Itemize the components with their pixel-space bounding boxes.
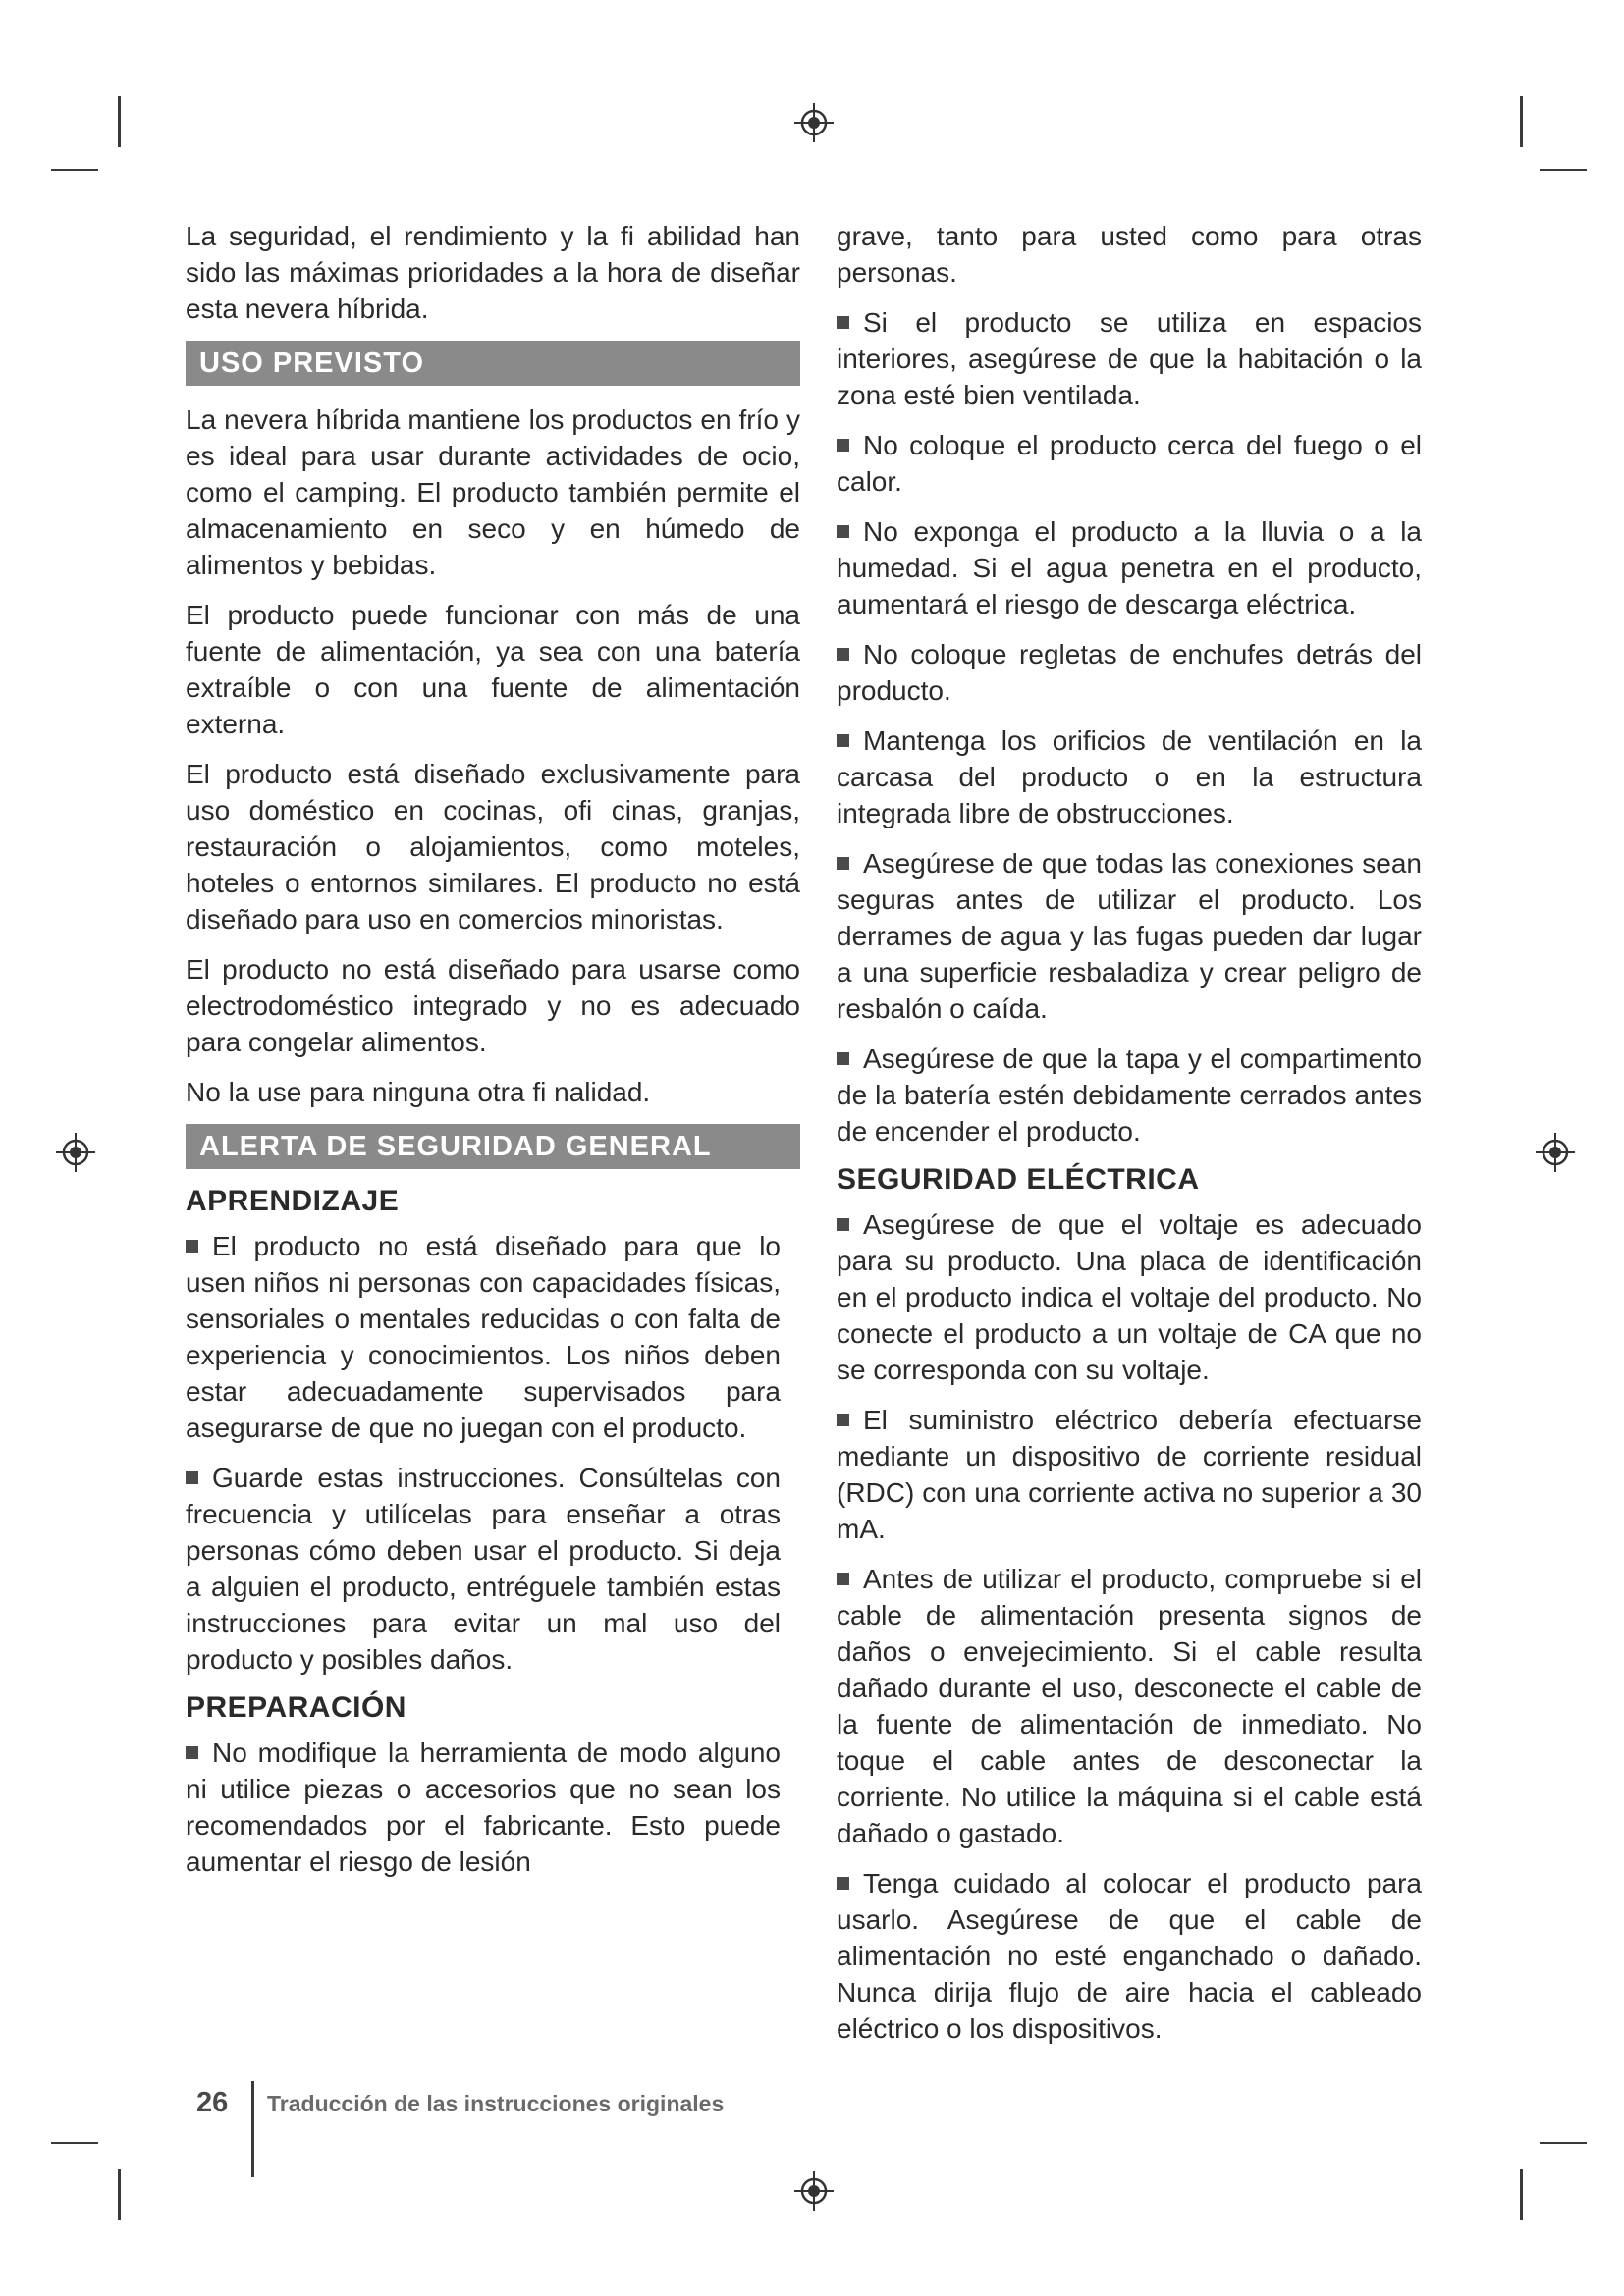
section-band-alerta: ALERTA DE SEGURIDAD GENERAL xyxy=(186,1124,800,1169)
uso-paragraph: La nevera híbrida mantiene los productos en frío y es ideal para usar durante actividades de ocio, como el camping. El producto también permite el almacenamiento en seco y en húmedo de alimentos y bebidas. xyxy=(186,404,800,580)
uso-paragraph: No la use para ninguna otra fi nalidad. xyxy=(186,1077,651,1107)
crop-mark-top-left-h xyxy=(51,169,98,171)
list-item: Mantenga los orificios de ventilación en la carcasa del producto o en la estructura integrada libre de obstrucciones. xyxy=(837,725,1422,828)
crop-mark-top-right-v xyxy=(1520,96,1523,147)
bullet-square-icon xyxy=(837,1218,849,1231)
list-item: Si el producto se utiliza en espacios interiores, asegúrese de que la habitación o la zona esté bien ventilada. xyxy=(837,307,1422,410)
preparacion-list-continued xyxy=(837,218,1422,1149)
list-item: El suministro eléctrico debería efectuarse mediante un dispositivo de corriente residual (RDC) con una corriente activa no superior a 30 mA. xyxy=(837,1405,1422,1544)
bullet-square-icon xyxy=(837,1414,849,1426)
bullet-square-icon xyxy=(837,857,849,870)
bullet-square-icon xyxy=(186,1746,198,1759)
crop-mark-bottom-right-h xyxy=(1540,2142,1587,2144)
left-column xyxy=(186,218,800,1894)
registration-mark-icon xyxy=(794,103,834,142)
crop-mark-bottom-right-v xyxy=(1520,2169,1523,2220)
preparacion-list xyxy=(186,1735,781,1880)
bullet-square-icon xyxy=(186,1471,198,1484)
list-item: No modifique la herramienta de modo alguno ni utilice piezas o accesorios que no sean los recomendados por el fabricante. Esto puede aumentar el riesgo de lesión xyxy=(186,1737,781,1877)
list-item: No exponga el producto a la lluvia o a la humedad. Si el agua penetra en el producto, aumentará el riesgo de descarga eléctrica. xyxy=(837,516,1422,619)
bullet-square-icon xyxy=(837,1052,849,1065)
heading-preparacion: PREPARACIÓN xyxy=(186,1691,406,1724)
bullet-square-icon xyxy=(837,1877,849,1890)
list-item: Asegúrese de que el voltaje es adecuado para su producto. Una placa de identificación en el producto indica el voltaje del producto. No conecte el producto a un voltaje de CA que no se corresponda con su voltaje. xyxy=(837,1209,1422,1385)
list-item: No coloque el producto cerca del fuego o el calor. xyxy=(837,430,1422,497)
list-item: El producto no está diseñado para que lo usen niños ni personas con capacidades físicas, sensoriales o mentales reducidas o con falta de experiencia y conocimientos. Los niños deben estar adecuadamente supervisados para asegurarse de que no juegan con el producto. xyxy=(186,1231,781,1443)
bullet-square-icon xyxy=(837,648,849,661)
bullet-square-icon xyxy=(186,1240,198,1253)
footer-divider xyxy=(251,2081,254,2177)
uso-paragraph: El producto puede funcionar con más de una fuente de alimentación, ya sea con una batería extraíble o con una fuente de alimentación externa. xyxy=(186,600,800,739)
crop-mark-top-right-h xyxy=(1540,169,1587,171)
section-band-uso-previsto: USO PREVISTO xyxy=(186,341,800,386)
crop-mark-bottom-left-v xyxy=(118,2169,121,2220)
bullet-square-icon xyxy=(837,734,849,747)
bullet-square-icon xyxy=(837,316,849,329)
page-number: 26 xyxy=(196,2087,229,2118)
registration-mark-icon xyxy=(56,1133,95,1172)
heading-seguridad-electrica: SEGURIDAD ELÉCTRICA xyxy=(837,1163,1200,1196)
bullet-square-icon xyxy=(837,439,849,452)
bullet-square-icon xyxy=(837,525,849,538)
aprendizaje-list xyxy=(186,1228,781,1678)
intro-paragraph: La seguridad, el rendimiento y la fi abilidad han sido las máximas prioridades a la hora de diseñar esta nevera híbrida. xyxy=(186,221,800,324)
bullet-square-icon xyxy=(837,1573,849,1585)
list-item: Asegúrese de que todas las conexiones sean seguras antes de utilizar el producto. Los derrames de agua y las fugas pueden dar lugar a una superficie resbaladiza y crear peligro de resbalón o caída. xyxy=(837,848,1422,1024)
list-item: Guarde estas instrucciones. Consúltelas con frecuencia y utilícelas para enseñar a otras personas cómo deben usar el producto. Si deja a alguien el producto, entréguele también estas instrucciones para evitar un mal uso del producto y posibles daños. xyxy=(186,1463,781,1675)
heading-aprendizaje: APRENDIZAJE xyxy=(186,1185,400,1217)
list-item: Antes de utilizar el producto, compruebe si el cable de alimentación presenta signos de daños o envejecimiento. Si el cable resulta dañado durante el uso, desconecte el cable de la fuente de alimentación de inmediato. No toque el cable antes de desconectar la corriente. No utilice la máquina si el cable está dañado o gastado. xyxy=(837,1564,1422,1848)
registration-mark-icon xyxy=(1536,1133,1575,1172)
list-item: No coloque regletas de enchufes detrás del producto. xyxy=(837,639,1422,706)
list-item-continuation: grave, tanto para usted como para otras personas. xyxy=(837,221,1422,288)
crop-mark-top-left-v xyxy=(118,96,121,147)
list-item: Asegúrese de que la tapa y el compartimento de la batería estén debidamente cerrados antes de encender el producto. xyxy=(837,1043,1422,1147)
uso-paragraph: El producto está diseñado exclusivamente para uso doméstico en cocinas, ofi cinas, granjas, restauración o alojamientos, como moteles, hoteles o entornos similares. El producto no está diseñado para uso en comercios minoristas. xyxy=(186,759,800,934)
uso-paragraph: El producto no está diseñado para usarse como electrodoméstico integrado y no es adecuado para congelar alimentos. xyxy=(186,954,800,1057)
registration-mark-icon xyxy=(794,2171,834,2211)
right-column xyxy=(837,218,1451,2060)
list-item: Tenga cuidado al colocar el producto para usarlo. Asegúrese de que el cable de alimentación no esté enganchado o dañado. Nunca dirija flujo de aire hacia el cableado eléctrico o los dispositivos. xyxy=(837,1868,1422,2044)
crop-mark-bottom-left-h xyxy=(51,2142,98,2144)
footer-text: Traducción de las instrucciones originales xyxy=(267,2091,725,2116)
seguridad-electrica-list xyxy=(837,1206,1422,2047)
